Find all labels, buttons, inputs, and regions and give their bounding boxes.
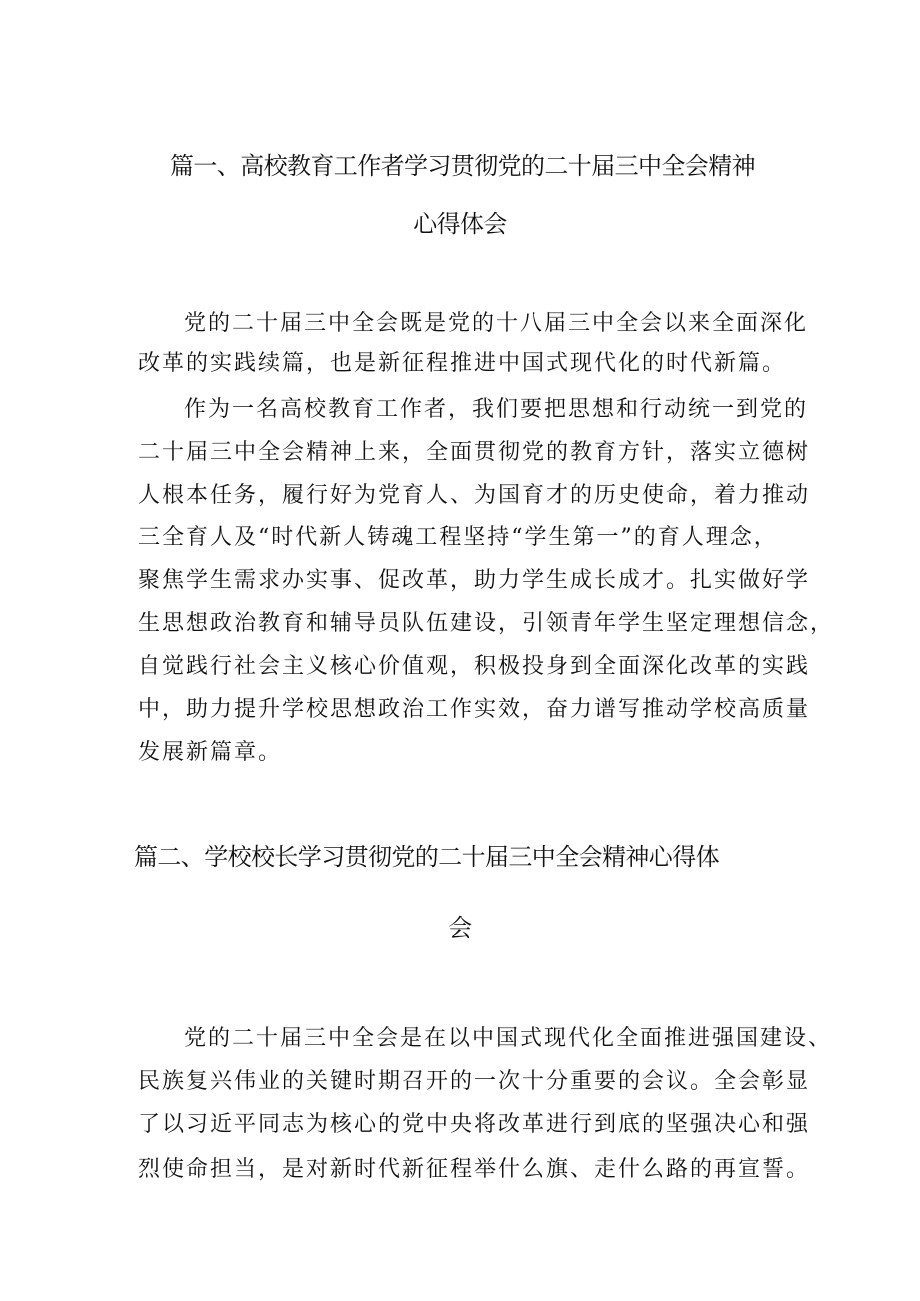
section1-p1-line-2: 改革的实践续篇，也是新征程推进中国式现代化的时代新篇。	[138, 351, 787, 376]
section2-p1-line-3: 了以习近平同志为核心的党中央将改革进行到底的坚强决心和强	[138, 1112, 811, 1137]
section1-p2-line-9: 发展新篇章。	[138, 740, 283, 765]
section1-p2-line-3: 人根本任务，履行好为党育人、为国育才的历史使命，着力推动	[138, 483, 811, 508]
section1-p2-line-2: 二十届三中全会精神上来，全面贯彻党的教育方针，落实立德树	[138, 440, 811, 465]
section2-p1-line-4: 烈使命担当，是对新时代新征程举什么旗、走什么路的再宣誓。	[138, 1157, 811, 1182]
section2-p1-line-1: 党的二十届三中全会是在以中国式现代化全面推进强国建设、	[184, 1026, 833, 1051]
section1-title-line-1: 篇一、高校教育工作者学习贯彻党的二十届三中全会精神	[170, 152, 755, 180]
section1-p2-line-7: 自觉践行社会主义核心价值观，积极投身到全面深化改革的实践	[138, 654, 811, 679]
section1-p2-line-4: 三全育人及“时代新人铸魂工程坚持“学生第一”的育人理念，	[138, 525, 778, 550]
section2-p1-line-2: 民族复兴伟业的关键时期召开的一次十分重要的会议。全会彰显	[138, 1069, 811, 1094]
section1-p2-line-5: 聚焦学生需求办实事、促改革，助力学生成长成才。扎实做好学	[138, 568, 811, 593]
section1-title-line-2: 心得体会	[413, 210, 507, 238]
section2-title-line-1: 篇二、学校校长学习贯彻党的二十届三中全会精神心得体	[134, 843, 719, 871]
section1-p2-line-8: 中，助力提升学校思想政治工作实效，奋力谱写推动学校高质量	[138, 697, 811, 722]
section1-p2-line-6: 生思想政治教育和辅导员队伍建设，引领青年学生坚定理想信念，	[138, 611, 835, 636]
section2-title-line-2: 会	[448, 914, 472, 942]
section1-p2-line-1: 作为一名高校教育工作者，我们要把思想和行动统一到党的	[184, 397, 809, 422]
section1-p1-line-1: 党的二十届三中全会既是党的十八届三中全会以来全面深化	[184, 311, 809, 336]
